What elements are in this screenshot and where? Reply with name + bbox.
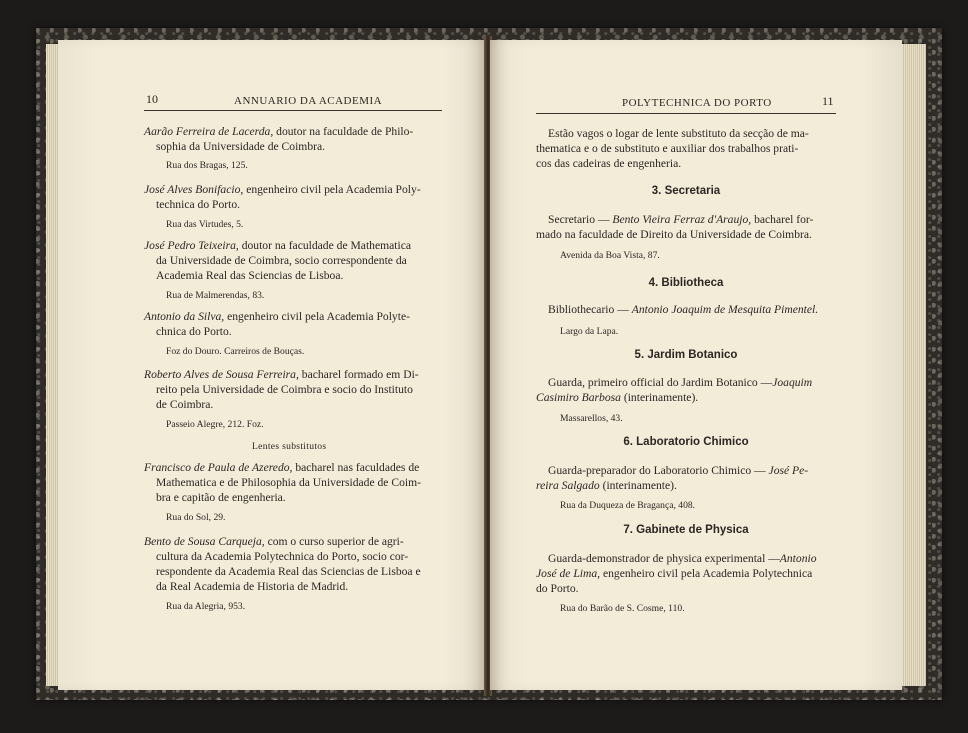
staff-entry xyxy=(144,124,442,154)
running-header-left: ANNUARIO DA ACADEMIA xyxy=(234,95,383,107)
staff-entry xyxy=(144,309,442,339)
person-name: Antonio da Silva, xyxy=(144,310,225,323)
section-title: 5. Jardim Botanico xyxy=(634,349,738,361)
entry-text: bacharel formado em Di- xyxy=(301,368,419,381)
entry-text: bacharel nas faculdades de xyxy=(295,461,420,474)
person-name: Bento Vieira Ferraz d'Araujo, xyxy=(612,213,752,226)
entry-text: respondente da Academia Real das Sciencias de Lisboa e xyxy=(156,565,421,578)
person-name: Aarão Ferreira de Lacerda, xyxy=(144,125,274,138)
entry-text: da Universidade de Coimbra, socio correspondente da xyxy=(156,254,407,267)
staff-entry xyxy=(536,212,836,242)
address: Rua de Malmerendas, 83. xyxy=(166,290,265,301)
entry-text: Mathematica e de Philosophia da Universidade de Coim- xyxy=(156,476,421,489)
person-name: José de Lima, xyxy=(536,567,601,580)
role-text: Secretario — xyxy=(548,213,610,226)
entry-text: technica do Porto. xyxy=(156,198,241,211)
address: Avenida da Boa Vista, 87. xyxy=(560,250,660,261)
entry-text: mado na faculdade de Direito da Universidade de Coimbra. xyxy=(536,228,812,241)
staff-entry xyxy=(536,375,836,405)
section-title: 3. Secretaria xyxy=(651,185,721,197)
person-name: Antonio Joaquim de Mesquita Pimentel. xyxy=(631,303,819,316)
staff-entry xyxy=(144,238,442,283)
person-name: Francisco de Paula de Azeredo, xyxy=(144,461,293,474)
person-name: José Alves Bonifacio, xyxy=(144,183,244,196)
paragraph-line: thematica e o de substituto e auxiliar dos trabalhos prati- xyxy=(536,142,799,155)
staff-entry xyxy=(144,367,442,412)
address: Massarellos, 43. xyxy=(560,413,623,424)
entry-text: engenheiro civil pela Academia Polyte- xyxy=(227,310,410,323)
entry-text: engenheiro civil pela Academia Polytechnica xyxy=(602,567,813,580)
address: Passeio Alegre, 212. Foz. xyxy=(166,419,264,430)
entry-text: bra e capitão de engenheria. xyxy=(156,491,286,504)
left-page xyxy=(58,40,486,690)
address: Foz do Douro. Carreiros de Bouças. xyxy=(166,346,305,357)
role-text: Guarda, primeiro official do Jardim Botanico — xyxy=(548,376,773,389)
person-name: reira Salgado xyxy=(536,479,600,492)
entry-text: doutor na faculdade de Philo- xyxy=(276,125,414,138)
paragraph-line: Estão vagos o logar de lente substituto da secção de ma- xyxy=(548,127,809,140)
entry-text: com o curso superior de agri- xyxy=(267,535,404,548)
entry-text: engenheiro civil pela Academia Poly- xyxy=(246,183,421,196)
person-name: Roberto Alves de Sousa Ferreira, xyxy=(144,368,299,381)
header-rule-left xyxy=(144,110,442,111)
address: Rua dos Bragas, 125. xyxy=(166,160,248,171)
header-rule-right xyxy=(536,113,836,114)
person-name: Antonio xyxy=(779,552,817,565)
entry-text: do Porto. xyxy=(536,582,579,595)
role-text: Guarda-preparador do Laboratorio Chimico — xyxy=(548,464,766,477)
section-title: 6. Laboratorio Chimico xyxy=(623,436,749,448)
page-number-left: 10 xyxy=(146,92,158,106)
person-name: Joaquim xyxy=(772,376,813,389)
staff-entry xyxy=(144,460,442,505)
role-text: Guarda-demonstrador de physica experimental — xyxy=(548,552,780,565)
address: Rua da Duqueza de Bragança, 408. xyxy=(560,500,696,511)
staff-entry xyxy=(536,463,836,493)
address: Rua da Alegria, 953. xyxy=(166,601,246,612)
right-page xyxy=(490,40,902,690)
role-text: Bibliothecario — xyxy=(548,303,629,316)
person-name: José Pedro Teixeira, xyxy=(144,239,239,252)
paragraph-line: cos das cadeiras de engenheria. xyxy=(536,157,682,170)
address: Rua do Sol, 29. xyxy=(166,512,226,523)
person-name: José Pe- xyxy=(768,464,809,477)
section-title: 4. Bibliotheca xyxy=(648,277,724,289)
entry-text: de Coimbra. xyxy=(156,398,214,411)
staff-entry xyxy=(536,551,836,596)
intro-paragraph xyxy=(536,126,836,171)
entry-text: cultura da Academia Polytechnica do Porto, socio cor- xyxy=(156,550,409,563)
entry-text: da Real Academia de Historia de Madrid. xyxy=(156,580,349,593)
section-title: 7. Gabinete de Physica xyxy=(623,524,749,536)
staff-entry xyxy=(144,182,442,212)
subheading: Lentes substitutos xyxy=(252,441,327,452)
entry-text: (interinamente). xyxy=(602,479,677,492)
staff-entry xyxy=(536,302,836,317)
entry-text: chnica do Porto. xyxy=(156,325,232,338)
person-name: Casimiro Barbosa xyxy=(536,391,621,404)
entry-text: reito pela Universidade de Coimbra e socio do Instituto xyxy=(156,383,413,396)
person-name: Bento de Sousa Carqueja, xyxy=(144,535,265,548)
staff-entry xyxy=(144,534,442,594)
address: Rua do Barão de S. Cosme, 110. xyxy=(560,603,685,614)
running-header-right: POLYTECHNICA DO PORTO xyxy=(622,97,772,109)
entry-text: bacharel for- xyxy=(754,213,814,226)
address: Largo da Lapa. xyxy=(560,326,619,337)
entry-text: Academia Real das Sciencias de Lisboa. xyxy=(156,269,344,282)
entry-text: (interinamente). xyxy=(623,391,699,404)
entry-text: sophia da Universidade de Coimbra. xyxy=(156,140,326,153)
right-page-edges xyxy=(902,44,926,686)
address: Rua das Virtudes, 5. xyxy=(166,219,244,230)
entry-text: doutor na faculdade de Mathematica xyxy=(241,239,412,252)
page-number-right: 11 xyxy=(822,94,834,108)
